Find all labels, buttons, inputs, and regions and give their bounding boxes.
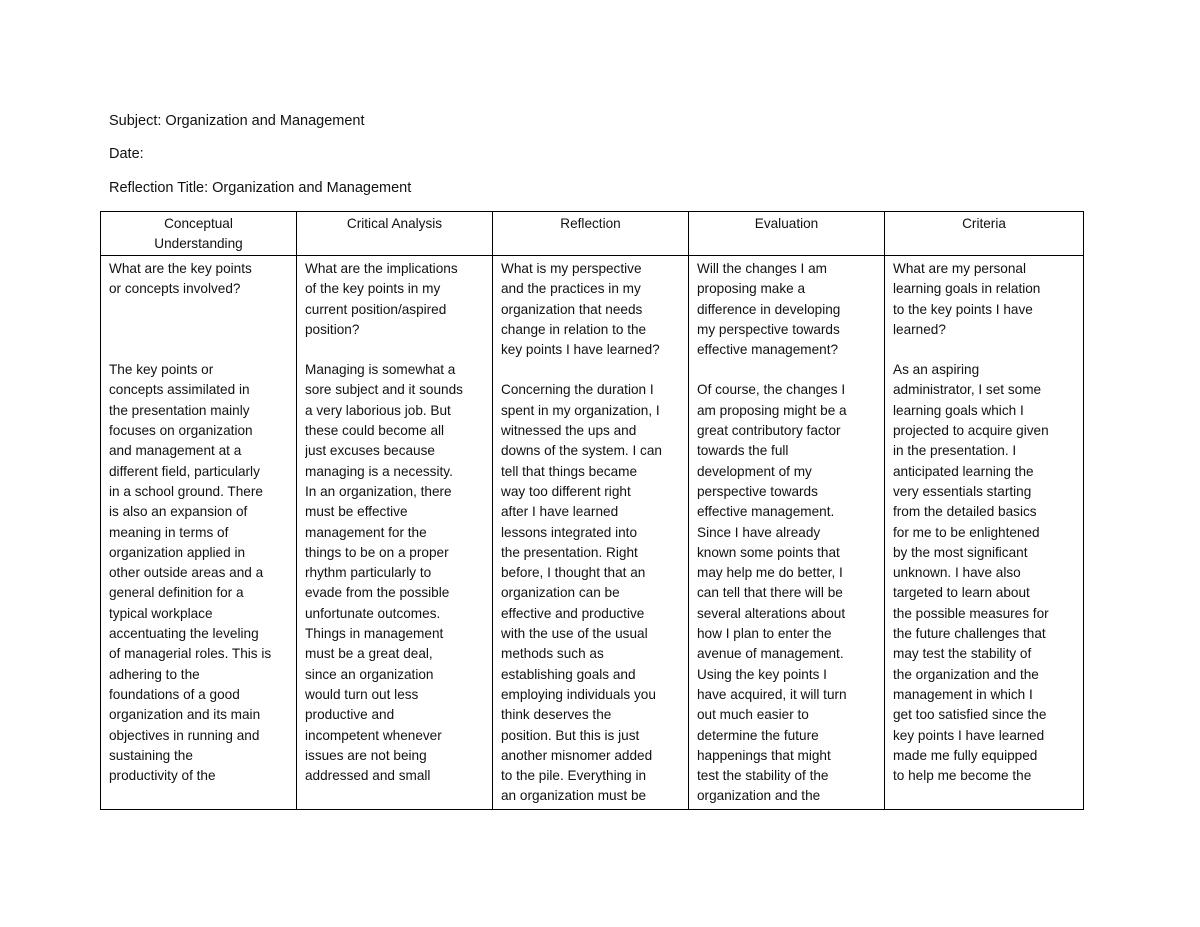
evaluation-cell	[689, 256, 885, 810]
critical-analysis-answer: Managing is somewhat a sore subject and it sounds a very laborious job. But these could become all just excuses because managing is a necessity. In an organization, there must be effective management for the things to be on a proper rhythm particularly to evade from the possible unfortunate outcomes. Things in management must be a great deal, since an organization would turn out less productive and incompetent whenever issues are not being addressed and small	[305, 362, 463, 784]
criteria-question: What are my personal learning goals in relation to the key points I have learned?	[893, 261, 1041, 337]
conceptual-understanding-cell	[101, 256, 297, 810]
conceptual-answer: The key points or concepts assimilated in the presentation mainly focuses on organization and management at a different field, particularly in a school ground. There is also an expansion of meaning in terms of organization applied in other outside areas and a general definition for a typical workplace accentuating the leveling of managerial roles. This is adhering to the foundations of a good organization and its main objectives in running and sustaining the productivity of the	[109, 362, 272, 784]
criteria-answer: As an aspiring administrator, I set some learning goals which I projected to acquire given in the presentation. I anticipated learning the very essentials starting from the detailed basics for me to be enlightened by the most significant unknown. I have also targeted to learn about the possible measures for the future challenges that may test the stability of the organization and the management in which I get too satisfied since the key points I have learned made me fully equipped to help me become the	[893, 362, 1049, 784]
table-row	[101, 256, 1084, 810]
critical-analysis-cell	[297, 256, 493, 810]
header-reflection: Reflection	[493, 212, 689, 256]
subject-line: Subject: Organization and Management	[109, 113, 365, 129]
evaluation-question: Will the changes I am proposing make a difference in developing my perspective towards effective management?	[697, 261, 841, 358]
reflection-cell	[493, 256, 689, 810]
header-evaluation: Evaluation	[689, 212, 885, 256]
critical-analysis-question: What are the implications of the key points in my current position/aspired position?	[305, 261, 458, 337]
criteria-cell	[885, 256, 1084, 810]
header-conceptual-understanding: Conceptual Understanding	[101, 212, 297, 256]
date-line: Date:	[109, 146, 144, 162]
header-critical-analysis: Critical Analysis	[297, 212, 493, 256]
reflection-title-line: Reflection Title: Organization and Management	[109, 180, 412, 196]
reflection-rubric-table	[100, 211, 1084, 810]
table-header-row	[101, 212, 1084, 256]
header-criteria: Criteria	[885, 212, 1084, 256]
conceptual-question: What are the key points or concepts involved?	[109, 261, 252, 297]
reflection-answer: Concerning the duration I spent in my organization, I witnessed the ups and downs of the system. I can tell that things became way too different right after I have learned lessons integrated into the presentation. Right before, I thought that an organization can be effective and productive with the use of the usual methods such as establishing goals and employing individuals you think deserves the position. But this is just another misnomer added to the pile. Everything in an organization must be	[501, 382, 662, 804]
reflection-question: What is my perspective and the practices in my organization that needs change in relation to the key points I have learned?	[501, 261, 660, 358]
evaluation-answer: Of course, the changes I am proposing might be a great contributory factor towards the full development of my perspective towards effective management. Since I have already known some points that may help me do better, I can tell that there will be several alterations about how I plan to enter the avenue of management. Using the key points I have acquired, it will turn out much easier to determine the future happenings that might test the stability of the organization and the	[697, 382, 847, 804]
